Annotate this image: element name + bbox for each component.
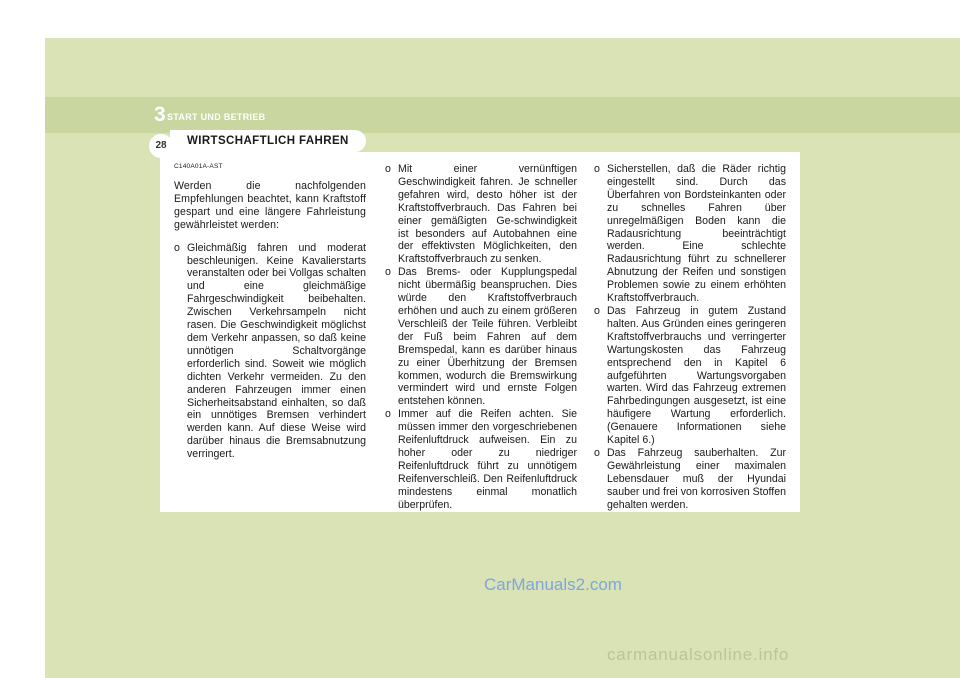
list-item — [594, 163, 786, 305]
column-3 — [594, 163, 786, 511]
chapter-number: 3 — [154, 103, 166, 126]
bullet: o — [594, 446, 600, 459]
section-code: C140A01A-AST — [174, 163, 223, 170]
chapter-title: START UND BETRIEB — [167, 112, 266, 122]
intro-paragraph: Werden die nachfolgenden Empfehlungen beachtet, kann Kraftstoff gespart und eine längere Fahrleistung gewährleistet werden: — [174, 180, 366, 231]
list-item — [594, 447, 786, 512]
list-item — [385, 408, 577, 511]
bullet: o — [594, 163, 600, 175]
list-item — [385, 163, 577, 266]
list-item-text: Immer auf die Reifen achten. Sie müssen immer den vorgeschriebenen Reifenluftdruck aufweisen. Ein zu hoher oder zu niedriger Reifenluftdruck führt zu unnötigem Reifenverschleiß. Den Reifenluftdruck mindestens einmal monatlich überprüfen. — [398, 408, 577, 511]
column-1 — [174, 162, 366, 461]
page-number: 28 — [149, 134, 173, 158]
list-item — [385, 266, 577, 408]
section-title: WIRTSCHAFTLICH FAHREN — [170, 130, 366, 152]
list-item — [594, 305, 786, 447]
column-2 — [385, 163, 577, 511]
list-item-text: Mit einer vernünftigen Geschwindigkeit fahren. Je schneller gefahren wird, desto höher ist der Kraftstoffverbrauch. Das Fahren bei einer gemäßigten Ge-schwindigkeit ist besonders auf Autobahnen eine der effektivsten Möglichkeiten, den Kraftstoffverbrauch zu senken. — [398, 163, 577, 266]
carmanuals-logo[interactable]: CarManuals2.com — [484, 575, 622, 594]
list-item-text: Das Fahrzeug sauberhalten. Zur Gewährleistung einer maximalen Lebensdauer muß der Hyundai sauber und frei von korrosiven Stoffen gehalten werden. — [607, 446, 786, 511]
bullet: o — [385, 163, 391, 175]
list-item-text: Das Fahrzeug in gutem Zustand halten. Aus Gründen eines geringeren Kraftstoffverbrauchs und verringerter Wartungskosten das Fahrzeug entsprechend den in Kapitel 6 aufgeführten Wartungsvorgaben warten. Wird das Fahrzeug extremen Fahrbedingungen ausgesetzt, ist eine häufigere Wartung erforderlich. (Genauere Informationen siehe Kapitel 6.) — [607, 304, 786, 447]
list-item-text: Gleichmäßig fahren und moderat beschleunigen. Keine Kavalierstarts veranstalten oder bei Vollgas schalten und eine gleichmäßige Fahrgeschwindigkeit beibehalten. Zwischen Verkehrsampeln nicht rasen. Die Geschwindigkeit möglichst dem Verkehr anpassen, so daß keine unnötigen Schaltvorgänge erforderlich sind. Soweit wie möglich dichten Verkehr vermeiden. Zu den anderen Fahrzeugen immer einen Sicherheitsabstand einhalten, so daß ein unnötiges Bremsen verhindert werden kann. Auf diese Weise wird darüber hinaus die Bremsabnutzung verringert. — [187, 241, 366, 461]
bullet: o — [174, 241, 180, 254]
watermark: carmanualsonline.info — [607, 645, 790, 664]
bullet: o — [385, 408, 391, 421]
bullet: o — [385, 266, 391, 279]
bullet: o — [594, 304, 600, 317]
list-item-text: Sicherstellen, daß die Räder richtig eingestellt sind. Durch das Überfahren von Bordsteinkanten oder zu schnelles Fahren über unregelmäßigen Boden kann die Radausrichtung beeinträchtigt werden. Eine schlechte Radausrichtung führt zu schnellerer Abnutzung der Reifen und sonstigen Problemen sowie zu einem erhöhten Kraftstoffverbrauch. — [607, 163, 786, 305]
list-item-text: Das Brems- oder Kupplungspedal nicht übermäßig beanspruchen. Dies würde den Kraftstoffverbrauch erhöhen und auch zu einem größeren Verschleiß der Teile führen. Verbleibt der Fuß beim Fahren auf dem Bremspedal, kann es darüber hinaus zu einer Überhitzung der Bremsen kommen, wodurch die Bremswirkung vermindert wird und ernste Folgen entstehen können. — [398, 266, 577, 408]
content-page — [160, 152, 800, 512]
list-item — [174, 242, 366, 461]
